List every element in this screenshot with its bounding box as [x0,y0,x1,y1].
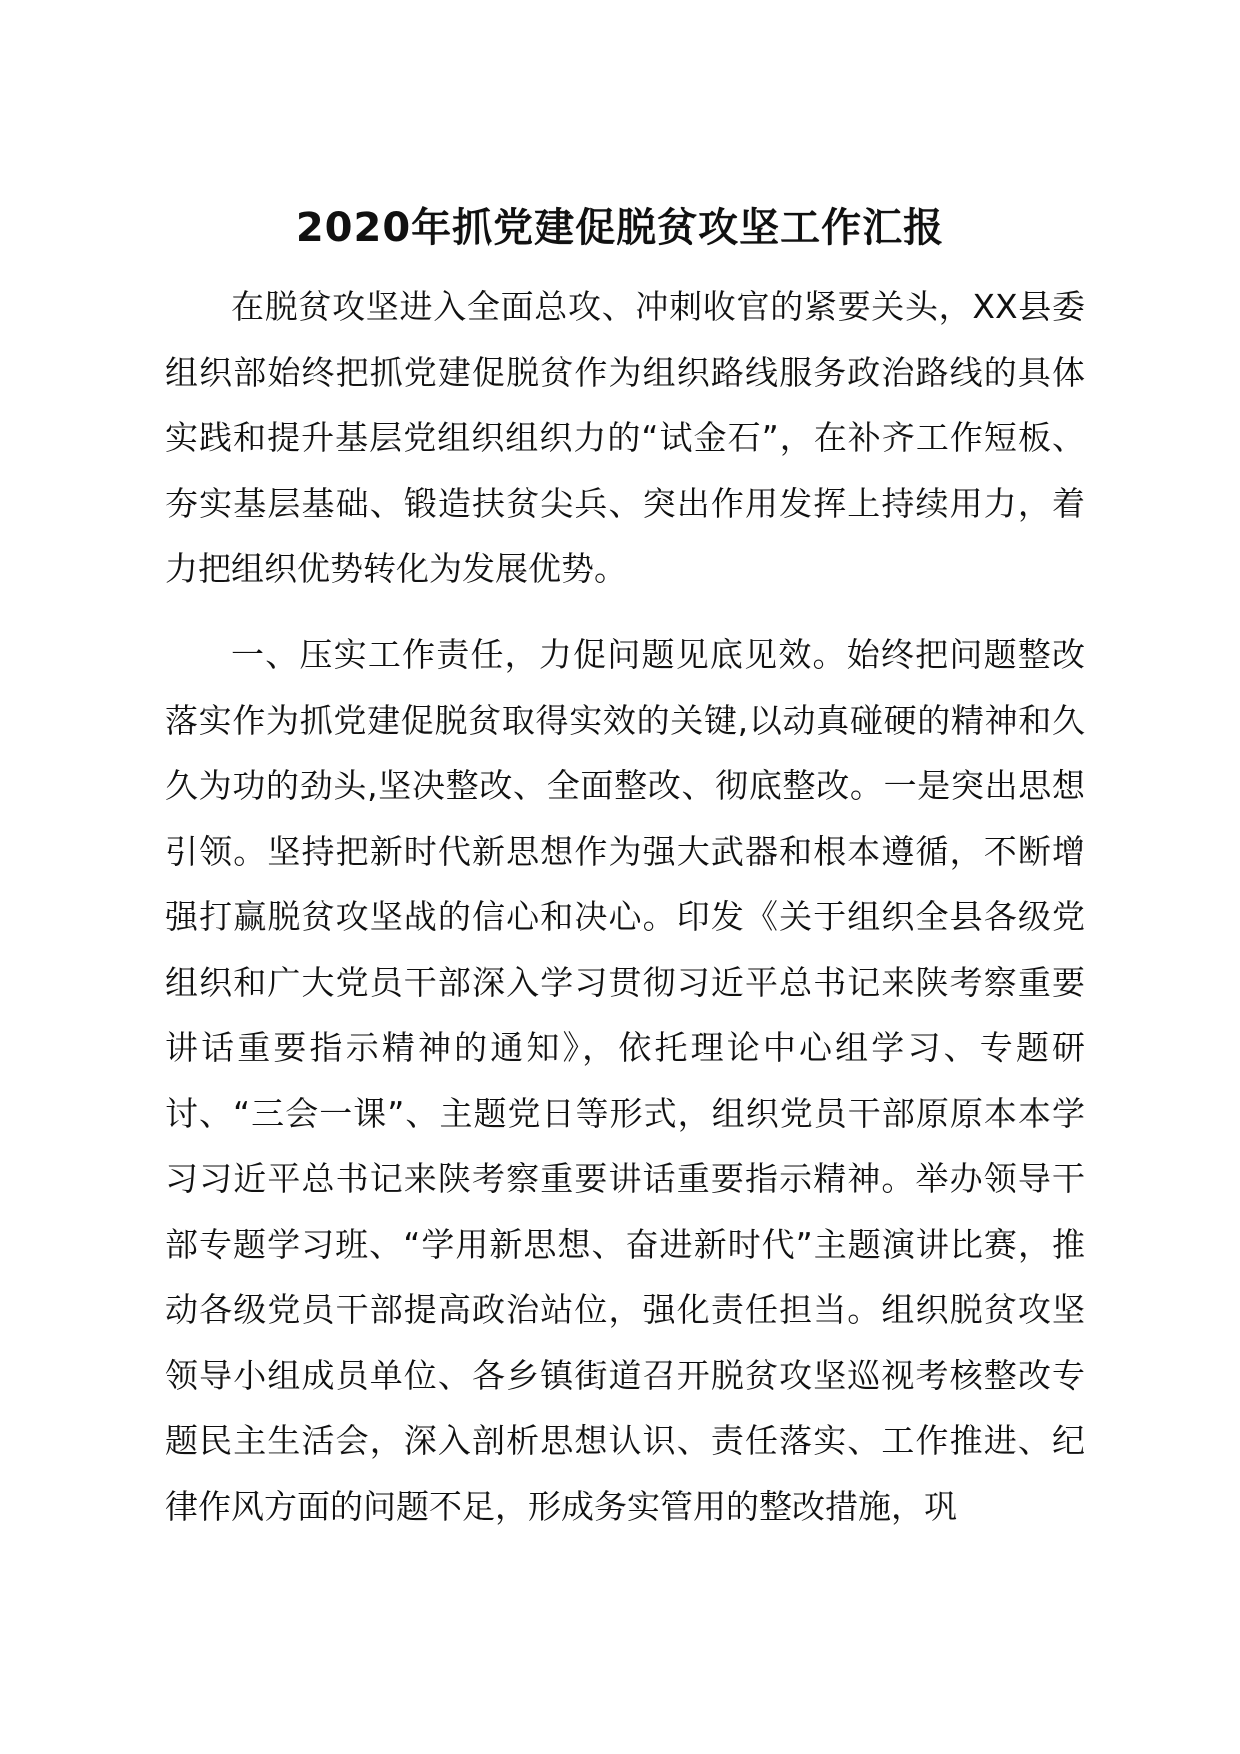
section-one-paragraph: 一、压实工作责任，力促问题见底见效。始终把问题整改落实作为抓党建促脱贫取得实效的关键,以动真碰硬的精神和久久为功的劲头,坚决整改、全面整改、彻底整改。一是突出思想引领。坚持把新时代新思想作为强大武器和根本遵循，不断增强打赢脱贫攻坚战的信心和决心。印发《关于组织全县各级党组织和广大党员干部深入学习贯彻习近平总书记来陕考察重要讲话重要指示精神的通知》，依托理论中心组学习、专题研讨、“三会一课”、主题党日等形式，组织党员干部原原本本学习习近平总书记来陕考察重要讲话重要指示精神。举办领导干部专题学习班、“学用新思想、奋进新时代”主题演讲比赛，推动各级党员干部提高政治站位，强化责任担当。组织脱贫攻坚领导小组成员单位、各乡镇街道召开脱贫攻坚巡视考核整改专题民主生活会，深入剖析思想认识、责任落实、工作推进、纪律作风方面的问题不足，形成务实管用的整改措施，巩 [165,635,1085,1526]
document-title: 2020年抓党建促脱贫攻坚工作汇报 [295,205,945,251]
intro-paragraph: 在脱贫攻坚进入全面总攻、冲刺收官的紧要关头，XX县委组织部始终把抓党建促脱贫作为组织路线服务政治路线的具体实践和提升基层党组织组织力的“试金石”，在补齐工作短板、夯实基层基础、锻造扶贫尖兵、突出作用发挥上持续用力，着力把组织优势转化为发展优势。 [165,287,1085,588]
